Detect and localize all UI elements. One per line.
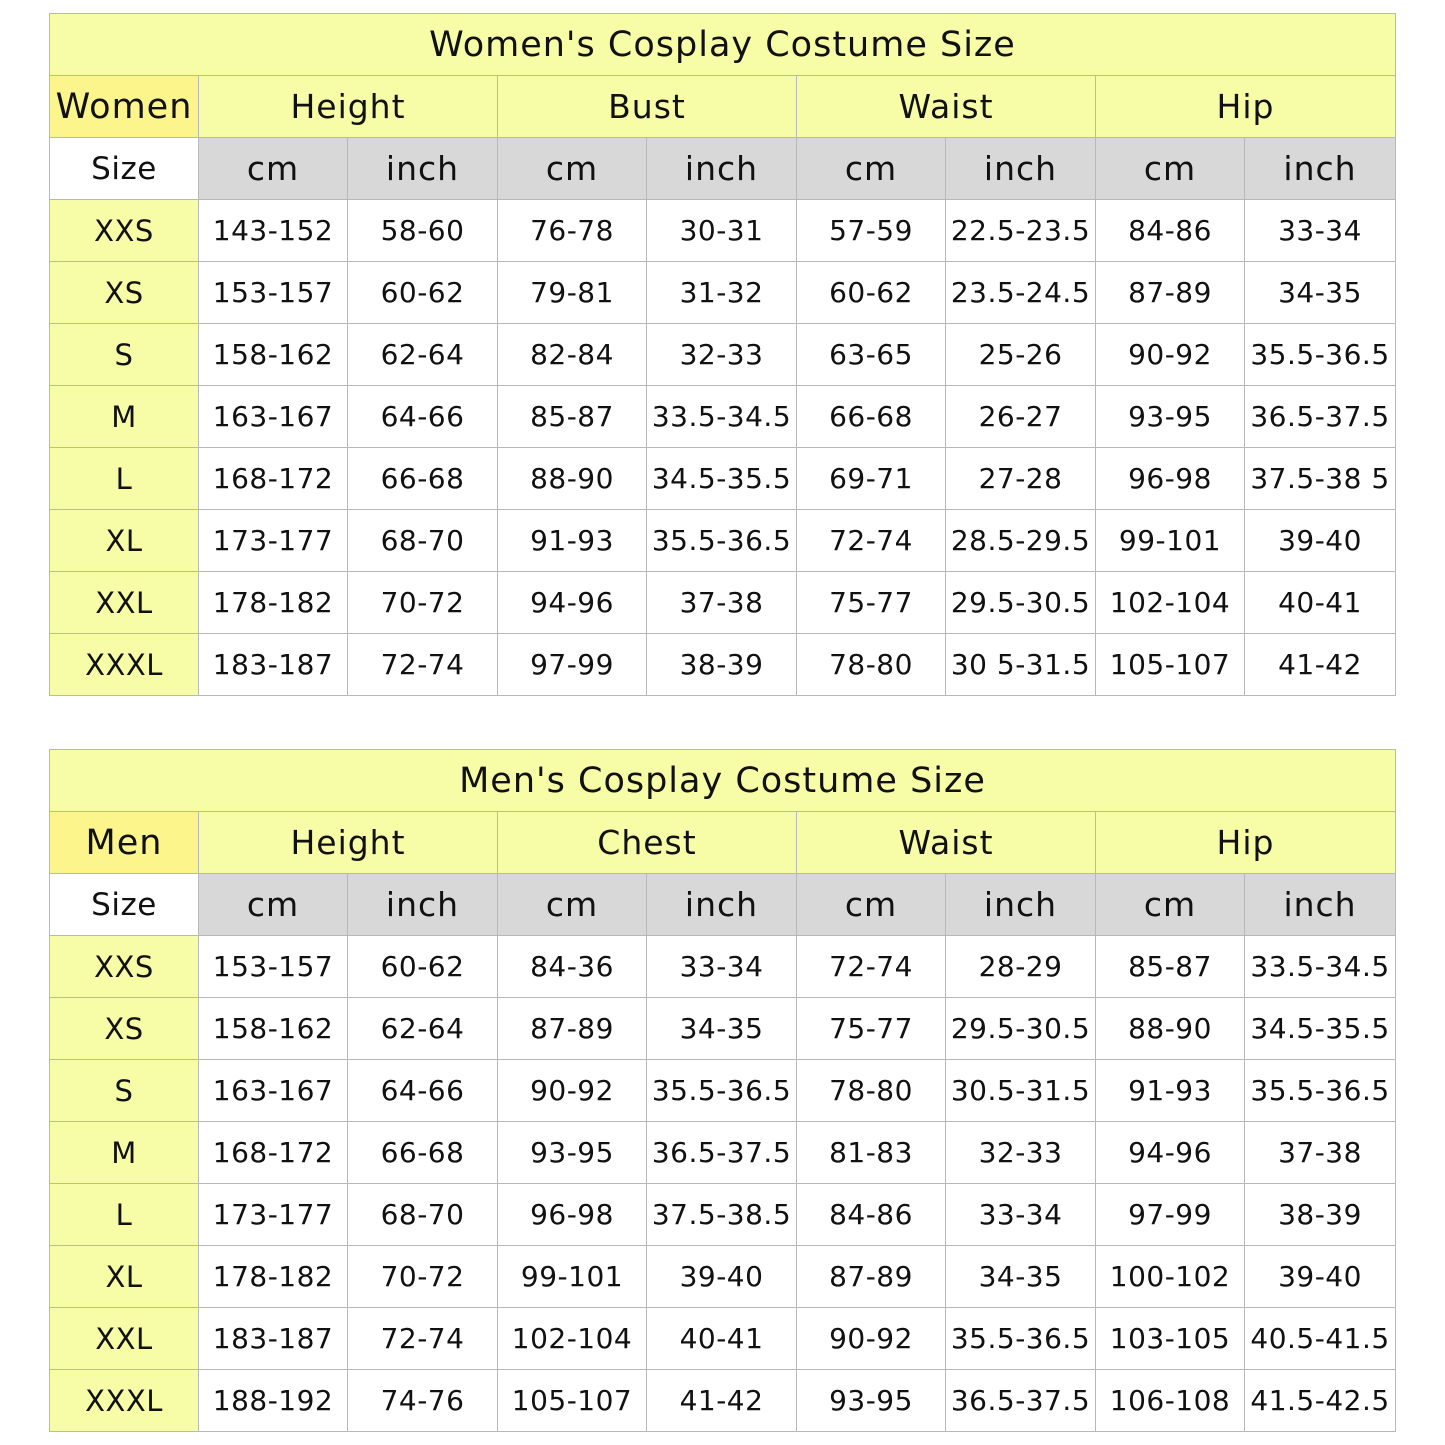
measurement-cell: 158-162 — [199, 998, 348, 1060]
measurement-cell: 40.5-41.5 — [1245, 1308, 1396, 1370]
measurement-cell: 178-182 — [199, 572, 348, 634]
table-row — [50, 1184, 1396, 1246]
group-header: Hip — [1096, 812, 1396, 874]
measurement-cell: 33.5-34.5 — [647, 386, 797, 448]
measurement-cell: 27-28 — [946, 448, 1096, 510]
measurement-cell: 105-107 — [1096, 634, 1245, 696]
measurement-cell: 178-182 — [199, 1246, 348, 1308]
measurement-cell: 34-35 — [647, 998, 797, 1060]
table-row — [50, 1246, 1396, 1308]
measurement-cell: 99-101 — [498, 1246, 647, 1308]
size-cell: XS — [50, 998, 199, 1060]
measurement-cell: 97-99 — [498, 634, 647, 696]
group-header: Waist — [797, 812, 1096, 874]
size-cell: XXS — [50, 936, 199, 998]
measurement-cell: 60-62 — [348, 936, 498, 998]
measurement-cell: 41-42 — [647, 1370, 797, 1432]
measurement-cell: 70-72 — [348, 1246, 498, 1308]
measurement-cell: 72-74 — [797, 510, 946, 572]
measurement-cell: 173-177 — [199, 510, 348, 572]
measurement-cell: 38-39 — [647, 634, 797, 696]
table-row — [50, 510, 1396, 572]
gender-label: Women — [50, 76, 199, 138]
unit-header: cm — [797, 138, 946, 200]
measurement-cell: 38-39 — [1245, 1184, 1396, 1246]
measurement-cell: 106-108 — [1096, 1370, 1245, 1432]
measurement-cell: 81-83 — [797, 1122, 946, 1184]
size-cell: XXXL — [50, 634, 199, 696]
measurement-cell: 60-62 — [348, 262, 498, 324]
unit-header: cm — [797, 874, 946, 936]
measurement-cell: 33-34 — [946, 1184, 1096, 1246]
measurement-cell: 68-70 — [348, 510, 498, 572]
gender-label: Men — [50, 812, 199, 874]
table-row — [50, 572, 1396, 634]
measurement-cell: 168-172 — [199, 1122, 348, 1184]
measurement-cell: 28.5-29.5 — [946, 510, 1096, 572]
measurement-cell: 22.5-23.5 — [946, 200, 1096, 262]
unit-header: inch — [647, 874, 797, 936]
measurement-cell: 87-89 — [1096, 262, 1245, 324]
measurement-cell: 36.5-37.5 — [647, 1122, 797, 1184]
measurement-cell: 78-80 — [797, 634, 946, 696]
measurement-cell: 163-167 — [199, 386, 348, 448]
measurement-cell: 96-98 — [1096, 448, 1245, 510]
measurement-cell: 103-105 — [1096, 1308, 1245, 1370]
measurement-cell: 58-60 — [348, 200, 498, 262]
women-size-table — [49, 13, 1396, 696]
unit-header: inch — [1245, 138, 1396, 200]
group-header-row — [50, 812, 1396, 874]
measurement-cell: 79-81 — [498, 262, 647, 324]
measurement-cell: 41.5-42.5 — [1245, 1370, 1396, 1432]
group-header-row — [50, 76, 1396, 138]
table-title: Women's Cosplay Costume Size — [50, 14, 1396, 76]
measurement-cell: 158-162 — [199, 324, 348, 386]
measurement-cell: 85-87 — [1096, 936, 1245, 998]
measurement-cell: 153-157 — [199, 262, 348, 324]
measurement-cell: 153-157 — [199, 936, 348, 998]
group-header: Waist — [797, 76, 1096, 138]
measurement-cell: 32-33 — [647, 324, 797, 386]
unit-header: inch — [647, 138, 797, 200]
group-header: Height — [199, 812, 498, 874]
measurement-cell: 93-95 — [1096, 386, 1245, 448]
table-title: Men's Cosplay Costume Size — [50, 750, 1396, 812]
measurement-cell: 37-38 — [647, 572, 797, 634]
measurement-cell: 102-104 — [498, 1308, 647, 1370]
measurement-cell: 69-71 — [797, 448, 946, 510]
measurement-cell: 29.5-30.5 — [946, 572, 1096, 634]
unit-header: cm — [1096, 874, 1245, 936]
measurement-cell: 75-77 — [797, 998, 946, 1060]
size-cell: M — [50, 1122, 199, 1184]
measurement-cell: 36.5-37.5 — [946, 1370, 1096, 1432]
measurement-cell: 35.5-36.5 — [647, 510, 797, 572]
measurement-cell: 39-40 — [1245, 510, 1396, 572]
measurement-cell: 105-107 — [498, 1370, 647, 1432]
measurement-cell: 88-90 — [1096, 998, 1245, 1060]
unit-header: cm — [498, 138, 647, 200]
measurement-cell: 68-70 — [348, 1184, 498, 1246]
unit-header: cm — [199, 874, 348, 936]
table-row — [50, 324, 1396, 386]
measurement-cell: 62-64 — [348, 324, 498, 386]
measurement-cell: 90-92 — [797, 1308, 946, 1370]
size-cell: XXL — [50, 1308, 199, 1370]
measurement-cell: 35.5-36.5 — [647, 1060, 797, 1122]
measurement-cell: 34.5-35.5 — [647, 448, 797, 510]
measurement-cell: 173-177 — [199, 1184, 348, 1246]
measurement-cell: 33-34 — [647, 936, 797, 998]
size-cell: M — [50, 386, 199, 448]
measurement-cell: 93-95 — [797, 1370, 946, 1432]
unit-header: inch — [348, 874, 498, 936]
table-title-row — [50, 750, 1396, 812]
measurement-cell: 34-35 — [1245, 262, 1396, 324]
measurement-cell: 66-68 — [797, 386, 946, 448]
size-cell: XS — [50, 262, 199, 324]
measurement-cell: 23.5-24.5 — [946, 262, 1096, 324]
size-cell: XXS — [50, 200, 199, 262]
measurement-cell: 85-87 — [498, 386, 647, 448]
group-header: Bust — [498, 76, 797, 138]
size-cell: XXL — [50, 572, 199, 634]
unit-header-row — [50, 874, 1396, 936]
size-cell: L — [50, 448, 199, 510]
measurement-cell: 40-41 — [1245, 572, 1396, 634]
measurement-cell: 62-64 — [348, 998, 498, 1060]
measurement-cell: 72-74 — [348, 1308, 498, 1370]
measurement-cell: 66-68 — [348, 448, 498, 510]
measurement-cell: 94-96 — [498, 572, 647, 634]
group-header: Chest — [498, 812, 797, 874]
measurement-cell: 90-92 — [498, 1060, 647, 1122]
measurement-cell: 94-96 — [1096, 1122, 1245, 1184]
measurement-cell: 30 5-31.5 — [946, 634, 1096, 696]
table-row — [50, 1122, 1396, 1184]
group-header: Height — [199, 76, 498, 138]
size-cell: L — [50, 1184, 199, 1246]
group-header: Hip — [1096, 76, 1396, 138]
table-row — [50, 448, 1396, 510]
measurement-cell: 97-99 — [1096, 1184, 1245, 1246]
measurement-cell: 37.5-38.5 — [647, 1184, 797, 1246]
measurement-cell: 143-152 — [199, 200, 348, 262]
measurement-cell: 63-65 — [797, 324, 946, 386]
measurement-cell: 100-102 — [1096, 1246, 1245, 1308]
measurement-cell: 35.5-36.5 — [1245, 324, 1396, 386]
measurement-cell: 76-78 — [498, 200, 647, 262]
measurement-cell: 64-66 — [348, 386, 498, 448]
measurement-cell: 39-40 — [647, 1246, 797, 1308]
size-cell: XL — [50, 1246, 199, 1308]
measurement-cell: 70-72 — [348, 572, 498, 634]
measurement-cell: 188-192 — [199, 1370, 348, 1432]
measurement-cell: 60-62 — [797, 262, 946, 324]
table-row — [50, 386, 1396, 448]
measurement-cell: 91-93 — [1096, 1060, 1245, 1122]
measurement-cell: 30-31 — [647, 200, 797, 262]
measurement-cell: 25-26 — [946, 324, 1096, 386]
unit-header: cm — [199, 138, 348, 200]
measurement-cell: 39-40 — [1245, 1246, 1396, 1308]
measurement-cell: 26-27 — [946, 386, 1096, 448]
measurement-cell: 99-101 — [1096, 510, 1245, 572]
measurement-cell: 78-80 — [797, 1060, 946, 1122]
table-row — [50, 1370, 1396, 1432]
measurement-cell: 88-90 — [498, 448, 647, 510]
measurement-cell: 72-74 — [348, 634, 498, 696]
measurement-cell: 84-36 — [498, 936, 647, 998]
measurement-cell: 37.5-38 5 — [1245, 448, 1396, 510]
measurement-cell: 183-187 — [199, 1308, 348, 1370]
table-row — [50, 936, 1396, 998]
measurement-cell: 33-34 — [1245, 200, 1396, 262]
table-row — [50, 262, 1396, 324]
unit-header: cm — [498, 874, 647, 936]
measurement-cell: 84-86 — [1096, 200, 1245, 262]
unit-header: inch — [946, 874, 1096, 936]
measurement-cell: 183-187 — [199, 634, 348, 696]
measurement-cell: 82-84 — [498, 324, 647, 386]
table-row — [50, 998, 1396, 1060]
measurement-cell: 64-66 — [348, 1060, 498, 1122]
measurement-cell: 91-93 — [498, 510, 647, 572]
measurement-cell: 84-86 — [797, 1184, 946, 1246]
measurement-cell: 102-104 — [1096, 572, 1245, 634]
measurement-cell: 35.5-36.5 — [1245, 1060, 1396, 1122]
measurement-cell: 87-89 — [498, 998, 647, 1060]
measurement-cell: 30.5-31.5 — [946, 1060, 1096, 1122]
measurement-cell: 66-68 — [348, 1122, 498, 1184]
measurement-cell: 29.5-30.5 — [946, 998, 1096, 1060]
measurement-cell: 163-167 — [199, 1060, 348, 1122]
measurement-cell: 75-77 — [797, 572, 946, 634]
table-row — [50, 634, 1396, 696]
measurement-cell: 93-95 — [498, 1122, 647, 1184]
measurement-cell: 87-89 — [797, 1246, 946, 1308]
table-row — [50, 200, 1396, 262]
measurement-cell: 34.5-35.5 — [1245, 998, 1396, 1060]
table-row — [50, 1308, 1396, 1370]
unit-header: inch — [348, 138, 498, 200]
measurement-cell: 31-32 — [647, 262, 797, 324]
measurement-cell: 90-92 — [1096, 324, 1245, 386]
unit-header: inch — [946, 138, 1096, 200]
size-column-label: Size — [50, 874, 199, 936]
measurement-cell: 37-38 — [1245, 1122, 1396, 1184]
measurement-cell: 34-35 — [946, 1246, 1096, 1308]
measurement-cell: 72-74 — [797, 936, 946, 998]
unit-header: inch — [1245, 874, 1396, 936]
table-row — [50, 1060, 1396, 1122]
measurement-cell: 28-29 — [946, 936, 1096, 998]
size-cell: XL — [50, 510, 199, 572]
unit-header-row — [50, 138, 1396, 200]
measurement-cell: 57-59 — [797, 200, 946, 262]
measurement-cell: 168-172 — [199, 448, 348, 510]
measurement-cell: 41-42 — [1245, 634, 1396, 696]
measurement-cell: 96-98 — [498, 1184, 647, 1246]
men-size-table — [49, 749, 1396, 1432]
size-cell: S — [50, 1060, 199, 1122]
measurement-cell: 35.5-36.5 — [946, 1308, 1096, 1370]
measurement-cell: 40-41 — [647, 1308, 797, 1370]
measurement-cell: 33.5-34.5 — [1245, 936, 1396, 998]
size-column-label: Size — [50, 138, 199, 200]
unit-header: cm — [1096, 138, 1245, 200]
size-cell: S — [50, 324, 199, 386]
measurement-cell: 32-33 — [946, 1122, 1096, 1184]
measurement-cell: 36.5-37.5 — [1245, 386, 1396, 448]
table-title-row — [50, 14, 1396, 76]
measurement-cell: 74-76 — [348, 1370, 498, 1432]
size-cell: XXXL — [50, 1370, 199, 1432]
